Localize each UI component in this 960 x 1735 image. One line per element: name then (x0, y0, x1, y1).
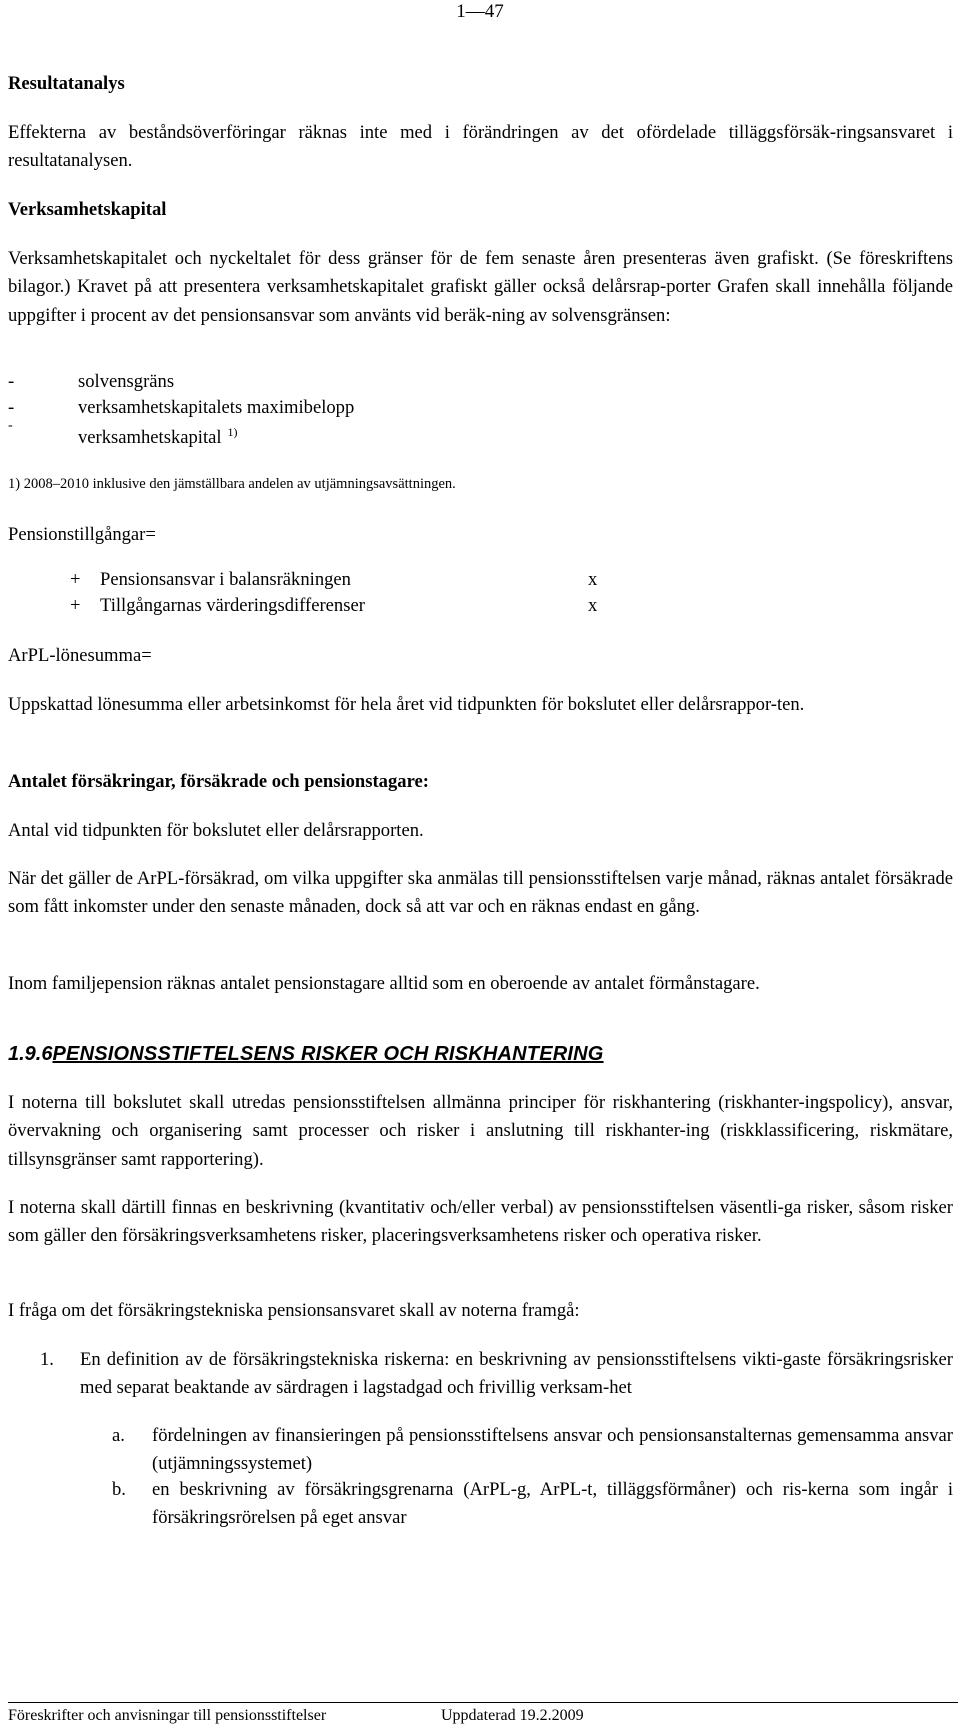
list-item-label: verksamhetskapital (78, 427, 222, 449)
section-title: PENSIONSSTIFTELSENS RISKER OCH RISKHANTERING (52, 1043, 604, 1065)
heading-pensionstillgangar: Pensionstillgångar= (8, 524, 156, 545)
dash-marker: - (8, 371, 15, 392)
paragraph-arpl-lonesumma: Uppskattad lönesumma eller arbetsinkomst för hela året vid tidpunkten för bokslutet eller delårsrappor-ten. (8, 694, 805, 715)
dash-marker: - (8, 397, 15, 418)
calc-value: x (588, 569, 598, 590)
section-number: 1.9.6 (8, 1043, 53, 1065)
section-heading (8, 1040, 604, 1068)
paragraph-risker: I noterna skall därtill finnas en beskrivning (kvantitativ och/eller verbal) av pensionsstiftelsen väsentli-ga risker, såsom risker som gäller den försäkringsverksamhetens risker, placeringsverksamhetens risker och operativa risker. (8, 1197, 953, 1247)
list-item-text: En definition av de försäkringstekniska riskerna: en beskrivning av pensionsstiftelsens vikti-gaste försäkringsrisker med separat beaktande av särdragen i lagstadgad och frivillig verksam-het (80, 1349, 953, 1399)
list-item-text: fördelningen av finansieringen på pensionsstiftelsens ansvar och pensionsanstalternas gemensamma ansvar (utjämningssystemet) (152, 1425, 953, 1475)
plus-operator: + (70, 595, 81, 616)
page-number: 1—47 (456, 1, 504, 22)
heading-arpl-lonesumma: ArPL-lönesumma= (8, 645, 152, 666)
list-item-text: solvensgräns (78, 371, 175, 392)
footer-updated: Uppdaterad 19.2.2009 (441, 1707, 584, 1724)
dash-marker: - (8, 418, 13, 433)
heading-resultatanalys: Resultatanalys (8, 73, 125, 94)
paragraph-resultatanalys: Effekterna av beståndsöverföringar räknas inte med i förändringen av det ofördelade tilläggsförsäk-ringsansvaret i resultatanalysen. (8, 122, 953, 172)
calc-label: Tillgångarnas värderingsdifferenser (100, 595, 365, 616)
paragraph-pensionsansvar: I fråga om det försäkringstekniska pensionsansvaret skall av noterna framgå: (8, 1300, 580, 1321)
calc-label: Pensionsansvar i balansräkningen (100, 569, 351, 590)
paragraph-familjepension: Inom familjepension räknas antalet pensionstagare alltid som en oberoende av antalet förmånstagare. (8, 973, 760, 994)
heading-verksamhetskapital: Verksamhetskapital (8, 199, 167, 220)
list-item-text: en beskrivning av försäkringsgrenarna (ArPL-g, ArPL-t, tilläggsförmåner) och ris-kerna som ingår i försäkringsrörelsen på eget ansvar (152, 1479, 953, 1529)
footer-title: Föreskrifter och anvisningar till pensionsstiftelser (8, 1707, 327, 1724)
paragraph-verksamhetskapital: Verksamhetskapitalet och nyckeltalet för dess gränser för de fem senaste åren presenteras även grafiskt. (Se föreskriftens bilagor.) Kravet på att presentera verksamhetskapitalet grafiskt gäller också delårsrap-porter Grafen skall innehålla följande uppgifter i procent av det pensionsansvar som använts vid beräk-ning av solvensgränsen: (8, 248, 953, 326)
paragraph-antal: Antal vid tidpunkten för bokslutet eller delårsrapporten. (8, 820, 424, 841)
paragraph-arpl-forsakrad: När det gäller de ArPL-försäkrad, om vilka uppgifter ska anmälas till pensionsstiftelsen varje månad, räknas antalet försäkrade som fått inkomster under den senaste månaden, dock så att var och en räknas endast en gång. (8, 868, 953, 918)
footnote: 1) 2008–2010 inklusive den jämställbara andelen av utjämningsavsättningen. (8, 476, 456, 492)
footer-rule (8, 1702, 958, 1703)
list-item-text: verksamhetskapitalets maximibelopp (78, 397, 355, 418)
list-item-text (78, 418, 238, 452)
list-marker: 1. (40, 1349, 54, 1370)
calc-value: x (588, 595, 598, 616)
paragraph-riskhantering: I noterna till bokslutet skall utredas pensionsstiftelsen allmänna principer för riskhantering (riskhanter-ingspolicy), ansvar, övervakning och organisering samt processer och risker i anslutning till riskhanter-ing (riskklassificering, riskmätare, tillsynsgränser samt rapportering). (8, 1092, 953, 1170)
plus-operator: + (70, 569, 81, 590)
footnote-reference: 1) (227, 425, 238, 439)
heading-antalet: Antalet försäkringar, försäkrade och pensionstagare: (8, 771, 429, 792)
list-marker: b. (112, 1479, 126, 1500)
list-marker: a. (112, 1425, 125, 1446)
